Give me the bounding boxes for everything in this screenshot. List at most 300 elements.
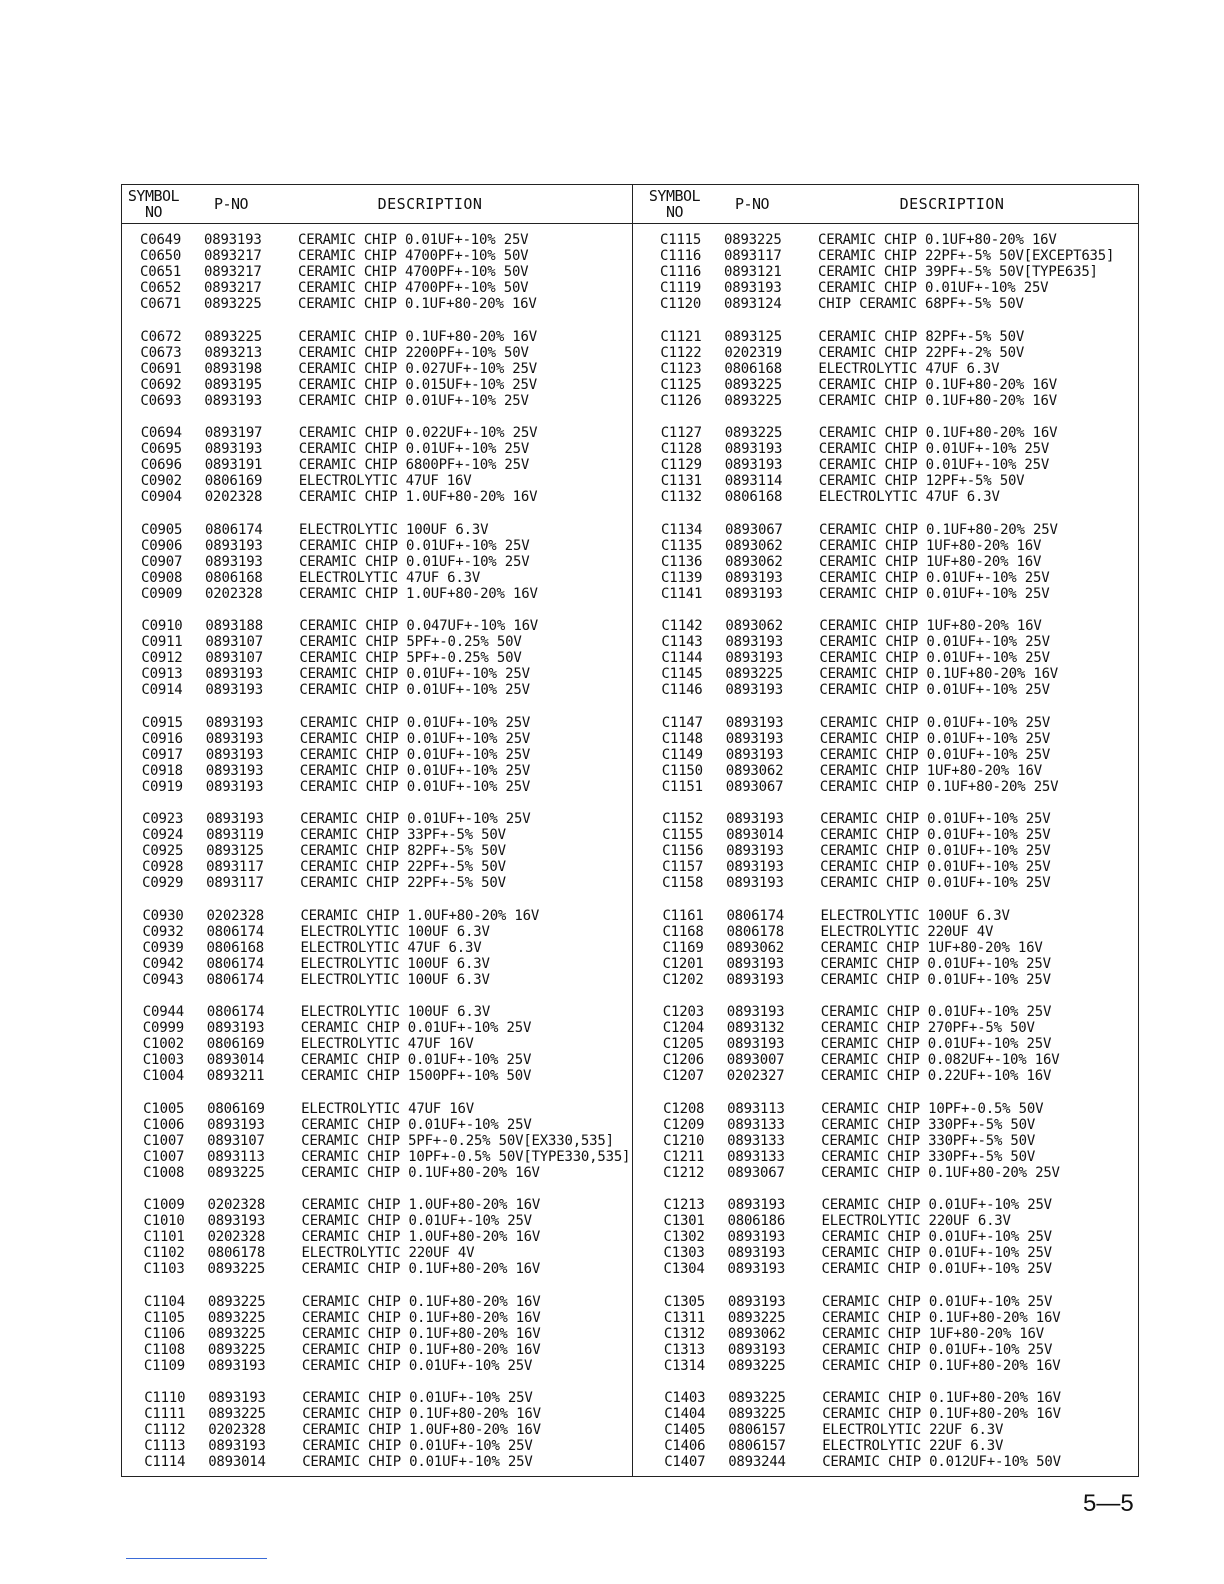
part-number: 0893225	[207, 1309, 266, 1326]
part-description: CERAMIC CHIP 0.01UF+-10% 25V	[299, 714, 531, 731]
part-number: 0202328	[208, 1422, 266, 1439]
part-symbol: C1312	[663, 1325, 705, 1342]
part-number: 0806178	[726, 923, 785, 940]
part-number: 0893132	[726, 1020, 785, 1037]
part-number: 0893193	[207, 1116, 265, 1133]
part-symbol: C0932	[142, 923, 184, 940]
part-symbol: C1213	[663, 1197, 705, 1213]
part-description: CERAMIC CHIP 1.0UF+80-20% 16V	[300, 907, 540, 924]
part-symbol: C1303	[663, 1245, 705, 1262]
part-number: 0893193	[726, 859, 784, 876]
part-symbol: C1106	[143, 1325, 185, 1342]
part-number: 0893193	[724, 441, 783, 458]
part-symbol: C0695	[140, 441, 182, 458]
part-description: ELECTROLYTIC 47UF 6.3V	[300, 939, 482, 956]
right-header-description: DESCRIPTION	[899, 195, 1005, 213]
part-symbol: C0902	[140, 473, 182, 490]
part-symbol: C0651	[140, 264, 182, 281]
part-symbol: C0917	[141, 746, 183, 763]
part-description: ELECTROLYTIC 22UF 6.3V	[822, 1422, 1004, 1439]
part-description: CERAMIC CHIP 10PF+-0.5% 50V	[821, 1100, 1044, 1117]
part-number: 0893193	[208, 1390, 266, 1406]
part-number: 0893225	[207, 1293, 266, 1310]
part-description: CERAMIC CHIP 0.22UF+-10% 16V	[820, 1068, 1052, 1085]
part-number: 0806169	[207, 1100, 265, 1117]
part-symbol: C0912	[141, 650, 183, 667]
part-number: 0893113	[727, 1100, 785, 1117]
part-symbol: C1301	[663, 1213, 705, 1230]
part-symbol: C1007	[143, 1132, 185, 1149]
page-number: 5—5	[1083, 1490, 1134, 1517]
part-symbol: C1147	[661, 714, 703, 731]
part-description: ELECTROLYTIC 100UF 6.3V	[300, 1004, 491, 1020]
part-number: 0893225	[727, 1357, 786, 1374]
part-description: CERAMIC CHIP 4700PF+-10% 50V	[298, 264, 529, 281]
part-number: 0893193	[724, 457, 783, 474]
part-description: CERAMIC CHIP 0.1UF+80-20% 16V	[822, 1390, 1061, 1406]
part-description: CERAMIC CHIP 0.047UF+-10% 16V	[299, 618, 539, 634]
part-number: 0806169	[204, 473, 263, 490]
part-description: ELECTROLYTIC 22UF 6.3V	[822, 1438, 1004, 1455]
part-description: ELECTROLYTIC 100UF 6.3V	[820, 907, 1010, 924]
part-description: CERAMIC CHIP 4700PF+-10% 50V	[298, 280, 529, 297]
part-symbol: C1305	[663, 1293, 705, 1310]
part-symbol: C1004	[142, 1068, 184, 1085]
part-description: CERAMIC CHIP 82PF+-5% 50V	[300, 843, 506, 860]
part-number: 0893225	[208, 1406, 266, 1423]
part-number: 0202327	[726, 1068, 785, 1085]
part-number: 0202328	[206, 907, 265, 924]
part-description: CERAMIC CHIP 0.1UF+80-20% 16V	[298, 296, 537, 313]
part-description: CERAMIC CHIP 0.1UF+80-20% 16V	[301, 1293, 541, 1310]
part-description: CERAMIC CHIP 1.0UF+80-20% 16V	[298, 489, 538, 506]
part-description: CERAMIC CHIP 0.022UF+-10% 25V	[298, 425, 538, 441]
part-number: 0893193	[725, 569, 783, 586]
part-number: 0202328	[205, 585, 263, 602]
part-symbol: C1115	[660, 232, 702, 248]
part-symbol: C1145	[661, 666, 703, 683]
part-number: 0893225	[724, 376, 782, 393]
left-header-description: DESCRIPTION	[377, 195, 483, 213]
part-description: CERAMIC CHIP 0.01UF+-10% 25V	[302, 1390, 533, 1406]
part-symbol: C1201	[662, 955, 704, 972]
part-description: CERAMIC CHIP 82PF+-5% 50V	[818, 328, 1025, 345]
part-description: CERAMIC CHIP 0.01UF+-10% 25V	[820, 811, 1051, 827]
left-header-pno: P-NO	[213, 195, 249, 213]
part-number: 0893193	[205, 666, 263, 683]
part-description: CERAMIC CHIP 0.01UF+-10% 25V	[298, 232, 529, 248]
part-description: CERAMIC CHIP 0.1UF+80-20% 25V	[821, 1164, 1060, 1181]
part-symbol: C1204	[662, 1020, 704, 1037]
part-number: 0893225	[724, 232, 782, 248]
part-description: CERAMIC CHIP 0.01UF+-10% 25V	[820, 827, 1051, 844]
part-symbol: C1131	[660, 473, 702, 490]
part-description: CERAMIC CHIP 0.01UF+-10% 25V	[819, 634, 1050, 651]
part-number: 0202319	[724, 344, 782, 361]
part-symbol: C0693	[140, 392, 182, 409]
part-number: 0893062	[725, 618, 783, 634]
part-description: CERAMIC CHIP 5PF+-0.25% 50V	[299, 634, 522, 651]
part-number: 0893121	[724, 264, 782, 281]
part-description: CERAMIC CHIP 0.01UF+-10% 25V	[299, 778, 531, 795]
part-description: CERAMIC CHIP 0.01UF+-10% 25V	[300, 811, 531, 827]
left-header-symbol	[121, 188, 186, 220]
part-description: CERAMIC CHIP 330PF+-5% 50V	[821, 1132, 1036, 1149]
part-number: 0893188	[205, 618, 263, 634]
part-symbol: C1313	[663, 1341, 705, 1358]
part-symbol: C0929	[142, 875, 184, 892]
part-number: 0893193	[205, 537, 263, 554]
part-symbol: C1405	[664, 1422, 706, 1439]
part-description: CERAMIC CHIP 22PF+-2% 50V	[818, 344, 1025, 361]
part-number: 0893193	[727, 1261, 786, 1278]
part-description: CERAMIC CHIP 0.01UF+-10% 25V	[821, 1261, 1052, 1278]
part-number: 0893193	[205, 778, 264, 795]
part-symbol: C1146	[661, 682, 703, 699]
part-symbol: C1104	[143, 1293, 185, 1310]
part-symbol: C1123	[660, 360, 702, 377]
part-number: 0806174	[206, 923, 265, 940]
part-symbol: C1110	[144, 1390, 186, 1406]
part-number: 0893193	[726, 1004, 785, 1020]
part-number: 0893014	[726, 827, 784, 844]
part-symbol: C1006	[143, 1116, 185, 1133]
part-description: CERAMIC CHIP 0.01UF+-10% 25V	[300, 1020, 532, 1037]
part-symbol: C1302	[663, 1229, 705, 1246]
part-number: 0893067	[725, 778, 784, 795]
part-symbol: C0910	[141, 618, 183, 634]
part-symbol: C1101	[143, 1229, 185, 1246]
part-number: 0806169	[206, 1036, 265, 1053]
part-description: ELECTROLYTIC 47UF 6.3V	[299, 569, 481, 586]
part-symbol: C0650	[140, 248, 182, 265]
part-number: 0806168	[206, 939, 265, 956]
part-description: CERAMIC CHIP 10PF+-0.5% 50V[TYPE330,535]	[301, 1148, 631, 1165]
part-symbol: C0652	[140, 280, 182, 297]
part-description: ELECTROLYTIC 47UF 16V	[300, 1036, 474, 1053]
part-number: 0893014	[206, 1052, 265, 1069]
part-symbol: C1168	[662, 923, 704, 940]
part-description: ELECTROLYTIC 220UF 4V	[820, 923, 994, 940]
part-description: CERAMIC CHIP 0.01UF+-10% 25V	[302, 1454, 533, 1471]
right-header-symbol	[642, 188, 707, 220]
part-number: 0893225	[728, 1390, 786, 1406]
part-number: 0202328	[204, 489, 263, 506]
part-number: 0893193	[205, 714, 264, 731]
part-symbol: C0913	[141, 666, 183, 683]
part-description: CERAMIC CHIP 0.1UF+80-20% 16V	[301, 1325, 541, 1342]
part-symbol: C0909	[141, 585, 183, 602]
part-description: CERAMIC CHIP 0.01UF+-10% 25V	[819, 730, 1051, 747]
part-number: 0893062	[727, 1325, 786, 1342]
part-description: CERAMIC CHIP 0.015UF+-10% 25V	[298, 376, 537, 393]
part-symbol: C1304	[663, 1261, 705, 1278]
part-description: CERAMIC CHIP 0.01UF+-10% 25V	[819, 569, 1050, 586]
part-number: 0893193	[726, 971, 785, 988]
part-symbol: C1143	[661, 634, 703, 651]
part-symbol: C1150	[661, 762, 703, 779]
part-description: CERAMIC CHIP 22PF+-5% 50V	[300, 875, 506, 892]
part-symbol: C0925	[142, 843, 184, 860]
part-symbol: C1003	[142, 1052, 184, 1069]
part-symbol: C1211	[663, 1148, 705, 1165]
part-symbol: C1139	[661, 569, 703, 586]
part-number: 0893193	[727, 1245, 786, 1262]
part-description: CERAMIC CHIP 0.01UF+-10% 25V	[819, 682, 1050, 699]
part-number: 0893193	[727, 1341, 786, 1358]
part-symbol: C1144	[661, 650, 703, 667]
part-number: 0893225	[728, 1406, 786, 1423]
part-description: CERAMIC CHIP 0.1UF+80-20% 16V	[302, 1406, 541, 1423]
part-number: 0893193	[207, 1213, 266, 1230]
part-number: 0893107	[207, 1132, 265, 1149]
part-symbol: C1205	[662, 1036, 704, 1053]
part-number: 0893193	[725, 682, 783, 699]
part-number: 0893225	[725, 666, 783, 683]
part-symbol: C1141	[661, 585, 703, 602]
part-symbol: C1161	[662, 907, 704, 924]
part-number: 0893107	[205, 650, 263, 667]
part-description: ELECTROLYTIC 100UF 6.3V	[300, 955, 490, 972]
part-number: 0893193	[725, 634, 783, 651]
part-symbol: C0939	[142, 939, 184, 956]
part-symbol: C1127	[660, 425, 702, 441]
part-description: ELECTROLYTIC 47UF 6.3V	[818, 489, 1000, 506]
right-header-symbol-line1: SYMBOL	[648, 187, 701, 205]
part-number: 0893217	[204, 248, 262, 265]
part-description: CERAMIC CHIP 22PF+-5% 50V[EXCEPT635]	[818, 248, 1115, 265]
part-symbol: C0692	[140, 376, 182, 393]
part-symbol: C1132	[660, 489, 702, 506]
part-number: 0806178	[207, 1245, 266, 1262]
part-number: 0806157	[728, 1422, 786, 1439]
part-number: 0893225	[207, 1164, 265, 1181]
footer-rule	[126, 1558, 267, 1559]
part-number: 0893191	[204, 457, 263, 474]
part-symbol: C1002	[142, 1036, 184, 1053]
part-number: 0893225	[724, 425, 783, 441]
part-description: CERAMIC CHIP 0.01UF+-10% 25V	[298, 441, 530, 458]
part-description: ELECTROLYTIC 220UF 4V	[301, 1245, 475, 1262]
part-symbol: C1105	[143, 1309, 185, 1326]
part-description: CERAMIC CHIP 0.01UF+-10% 25V	[299, 762, 531, 779]
part-description: CERAMIC CHIP 39PF+-5% 50V[TYPE635]	[818, 264, 1098, 281]
part-number: 0893193	[206, 811, 264, 827]
part-description: CERAMIC CHIP 1UF+80-20% 16V	[820, 939, 1043, 956]
part-symbol: C0691	[140, 360, 182, 377]
part-symbol: C0908	[141, 569, 183, 586]
part-description: ELECTROLYTIC 47UF 16V	[298, 473, 472, 490]
part-description: CERAMIC CHIP 0.01UF+-10% 25V	[820, 955, 1051, 972]
part-description: CERAMIC CHIP 12PF+-5% 50V	[818, 473, 1025, 490]
part-symbol: C1102	[143, 1245, 185, 1262]
part-symbol: C1156	[662, 843, 704, 860]
part-description: CERAMIC CHIP 0.027UF+-10% 25V	[298, 360, 537, 377]
part-description: CERAMIC CHIP 5PF+-0.25% 50V[EX330,535]	[301, 1132, 614, 1149]
part-number: 0893213	[204, 344, 262, 361]
part-symbol: C1114	[144, 1454, 186, 1471]
part-description: ELECTROLYTIC 47UF 16V	[301, 1100, 474, 1117]
part-number: 0893062	[726, 939, 785, 956]
part-number: 0893193	[206, 1020, 265, 1037]
part-number: 0893124	[724, 296, 782, 313]
part-description: CERAMIC CHIP 1.0UF+80-20% 16V	[301, 1197, 541, 1213]
part-description: CERAMIC CHIP 0.01UF+-10% 25V	[821, 1245, 1052, 1262]
part-symbol: C1119	[660, 280, 702, 297]
part-description: CERAMIC CHIP 0.01UF+-10% 25V	[300, 1052, 532, 1069]
part-description: CERAMIC CHIP 1UF+80-20% 16V	[819, 537, 1042, 554]
part-symbol: C0904	[140, 489, 182, 506]
part-description: CERAMIC CHIP 1.0UF+80-20% 16V	[301, 1229, 541, 1246]
part-number: 0893197	[204, 425, 263, 441]
part-number: 0893193	[204, 392, 262, 409]
part-symbol: C1125	[660, 376, 702, 393]
part-symbol: C1210	[663, 1132, 705, 1149]
part-number: 0893107	[205, 634, 263, 651]
part-symbol: C1116	[660, 248, 702, 265]
part-number: 0893119	[206, 827, 264, 844]
column-divider	[632, 184, 633, 1477]
part-description: CERAMIC CHIP 0.1UF+80-20% 16V	[821, 1357, 1061, 1374]
part-description: CERAMIC CHIP 4700PF+-10% 50V	[298, 248, 529, 265]
left-header-symbol-line1: SYMBOL	[127, 187, 180, 205]
part-number: 0893225	[724, 392, 782, 409]
part-symbol: C1158	[662, 875, 704, 892]
part-description: CERAMIC CHIP 1UF+80-20% 16V	[819, 762, 1042, 779]
part-description: CERAMIC CHIP 0.1UF+80-20% 16V	[301, 1309, 541, 1326]
part-number: 0893007	[726, 1052, 785, 1069]
part-symbol: C1108	[143, 1341, 185, 1358]
part-number: 0893193	[205, 730, 264, 747]
part-symbol: C1311	[663, 1309, 705, 1326]
part-description: CERAMIC CHIP 0.1UF+80-20% 25V	[819, 521, 1058, 538]
part-description: CERAMIC CHIP 0.01UF+-10% 25V	[820, 875, 1051, 892]
part-symbol: C1103	[143, 1261, 185, 1278]
part-number: 0893225	[207, 1325, 266, 1342]
part-number: 0893193	[205, 746, 264, 763]
part-number: 0806174	[206, 971, 265, 988]
part-symbol: C1206	[662, 1052, 704, 1069]
part-description: ELECTROLYTIC 100UF 6.3V	[300, 923, 490, 940]
part-symbol: C1121	[660, 328, 702, 345]
part-number: 0893193	[725, 746, 784, 763]
part-symbol: C1406	[664, 1438, 706, 1455]
part-symbol: C1113	[144, 1438, 186, 1455]
part-description: CERAMIC CHIP 0.01UF+-10% 25V	[302, 1438, 533, 1455]
part-description: CERAMIC CHIP 0.012UF+-10% 50V	[822, 1454, 1061, 1471]
part-description: CERAMIC CHIP 0.01UF+-10% 25V	[298, 392, 529, 409]
part-symbol: C1157	[662, 859, 704, 876]
part-number: 0893193	[725, 650, 783, 667]
part-number: 0893193	[204, 232, 262, 248]
part-symbol: C1151	[661, 778, 703, 795]
part-number: 0893195	[204, 376, 262, 393]
part-symbol: C1005	[143, 1100, 185, 1117]
part-symbol: C1152	[662, 811, 704, 827]
part-number: 0893193	[727, 1229, 786, 1246]
part-symbol: C1008	[143, 1164, 185, 1181]
part-number: 0893193	[725, 714, 784, 731]
part-description: ELECTROLYTIC 100UF 6.3V	[299, 521, 489, 538]
part-description: ELECTROLYTIC 47UF 6.3V	[818, 360, 1000, 377]
part-description: CERAMIC CHIP 0.01UF+-10% 25V	[818, 457, 1050, 474]
part-number: 0893225	[207, 1261, 266, 1278]
part-number: 0893193	[726, 955, 785, 972]
part-symbol: C0916	[141, 730, 183, 747]
right-header-symbol-line2: NO	[665, 203, 684, 221]
part-description: CERAMIC CHIP 0.1UF+80-20% 16V	[818, 392, 1057, 409]
part-number: 0893198	[204, 360, 262, 377]
part-number: 0893225	[207, 1341, 266, 1358]
part-number: 0893133	[727, 1148, 785, 1165]
part-symbol: C1135	[661, 537, 703, 554]
part-description: CERAMIC CHIP 0.01UF+-10% 25V	[820, 859, 1051, 876]
part-description: CERAMIC CHIP 0.01UF+-10% 25V	[299, 730, 531, 747]
part-symbol: C0671	[140, 296, 182, 313]
part-symbol: C0918	[141, 762, 183, 779]
part-number: 0893067	[727, 1164, 785, 1181]
part-symbol: C1120	[660, 296, 702, 313]
part-symbol: C0928	[142, 859, 184, 876]
part-number: 0893193	[207, 1357, 266, 1374]
part-symbol: C1111	[144, 1406, 186, 1423]
part-number: 0893217	[204, 264, 262, 281]
part-description: CERAMIC CHIP 0.1UF+80-20% 16V	[822, 1406, 1061, 1423]
part-number: 0893062	[725, 762, 784, 779]
part-number: 0893193	[724, 280, 782, 297]
part-symbol: C0919	[141, 778, 183, 795]
part-symbol: C0914	[141, 682, 183, 699]
part-number: 0893217	[204, 280, 262, 297]
part-description: CERAMIC CHIP 0.01UF+-10% 25V	[301, 1213, 532, 1230]
part-number: 0806186	[727, 1213, 786, 1230]
part-description: ELECTROLYTIC 220UF 6.3V	[821, 1213, 1011, 1230]
part-symbol: C1202	[662, 971, 704, 988]
part-description: CERAMIC CHIP 0.01UF+-10% 25V	[818, 441, 1050, 458]
part-symbol: C1169	[662, 939, 704, 956]
part-description: CERAMIC CHIP 1.0UF+80-20% 16V	[299, 585, 538, 602]
part-symbol: C0944	[142, 1004, 184, 1020]
part-description: CERAMIC CHIP 0.1UF+80-20% 16V	[821, 1309, 1061, 1326]
part-number: 0893193	[205, 682, 263, 699]
part-description: CERAMIC CHIP 0.01UF+-10% 25V	[819, 650, 1050, 667]
part-number: 0806168	[724, 489, 783, 506]
part-number: 0893211	[206, 1068, 265, 1085]
part-description: CERAMIC CHIP 0.01UF+-10% 25V	[821, 1229, 1052, 1246]
part-description: CERAMIC CHIP 330PF+-5% 50V	[821, 1116, 1036, 1133]
part-description: CERAMIC CHIP 0.01UF+-10% 25V	[301, 1116, 532, 1133]
part-symbol: C1149	[661, 746, 703, 763]
part-number: 0893225	[204, 296, 262, 313]
part-symbol: C0943	[142, 971, 184, 988]
part-description: CERAMIC CHIP 0.01UF+-10% 25V	[299, 553, 530, 570]
part-symbol: C1009	[143, 1197, 185, 1213]
part-description: CERAMIC CHIP 0.1UF+80-20% 16V	[301, 1164, 540, 1181]
part-symbol: C1134	[661, 521, 703, 538]
part-number: 0893117	[724, 248, 782, 265]
part-number: 0893193	[726, 843, 784, 860]
part-description: CERAMIC CHIP 22PF+-5% 50V	[300, 859, 506, 876]
part-symbol: C1212	[663, 1164, 705, 1181]
part-description: CERAMIC CHIP 0.01UF+-10% 25V	[299, 537, 530, 554]
part-description: CERAMIC CHIP 1500PF+-10% 50V	[300, 1068, 532, 1085]
part-symbol: C0905	[141, 521, 183, 538]
part-number: 0893113	[207, 1148, 265, 1165]
part-number: 0806157	[728, 1438, 786, 1455]
part-description: CERAMIC CHIP 0.1UF+80-20% 16V	[819, 666, 1059, 683]
part-number: 0893193	[726, 811, 784, 827]
part-symbol: C0923	[142, 811, 184, 827]
